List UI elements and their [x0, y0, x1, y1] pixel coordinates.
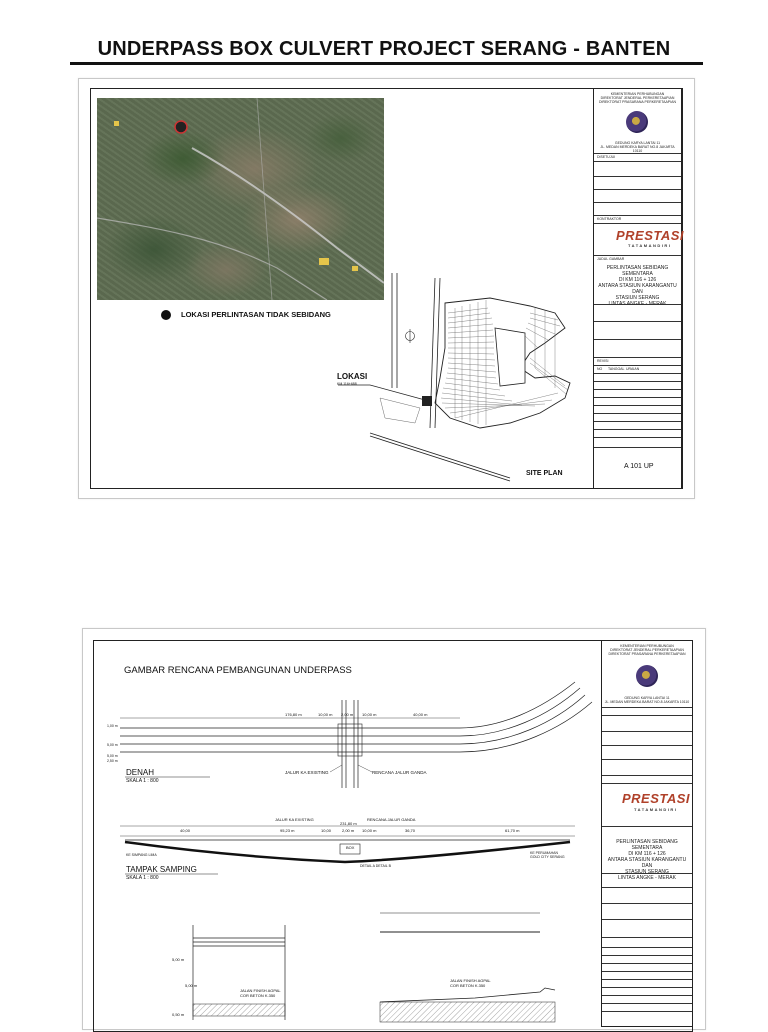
ministry-logo-icon [626, 111, 648, 133]
underpass-drawing [100, 680, 595, 1030]
ministry-header: KEMENTERIAN PERHUBUNGAN DIREKTORAT JENDERAL PERKERETAAPIAN DIREKTORAT PRASARANA PERKERETAAPIAN [599, 92, 676, 104]
side-dim-2: 10,00 [321, 828, 332, 833]
rev-date-header: TANGGAL [608, 367, 625, 371]
left-end-label: KE SIMPANG LIMA [126, 853, 157, 857]
dim-top-3: 10,00 m [362, 712, 377, 717]
double-track-label: RENCANA JALUR GANDA [372, 770, 427, 775]
prestasi-logo-2: PRESTASI [622, 791, 691, 806]
width-3: 2,50 m [107, 759, 118, 763]
double-track-label-side: RENCANA JALUR GANDA [367, 817, 416, 822]
tampak-label: TAMPAK SAMPING [126, 865, 197, 874]
dim-top-4: 40,00 m [413, 712, 428, 717]
side-dim-0: 40,00 [180, 828, 191, 833]
lokasi-label: LOKASI [337, 372, 368, 381]
title-underline [70, 62, 703, 65]
drawing-number: A 101 UP [624, 463, 654, 470]
lokasi-km-label: KM 116+688 [337, 382, 357, 386]
prestasi-logo-sub: TATAMANDIRI [628, 243, 672, 248]
dim-top-1: 10,00 m [318, 712, 333, 717]
side-dim-5: 36,70 [405, 828, 416, 833]
legend-marker-icon [161, 310, 171, 320]
drawing-title-label: JUDUL GAMBAR [597, 257, 625, 261]
side-dim-1: 95,23 m [280, 828, 295, 833]
prestasi-logo: PRESTASI [616, 228, 685, 243]
approved-label: DISETUJUI [597, 155, 616, 159]
detail-ref-label: DETAIL A DETAIL B [360, 864, 391, 868]
existing-track-label-side: JALUR KA EXISTING [275, 817, 314, 822]
denah-scale: SKALA 1 : 800 [126, 778, 159, 784]
width-0: 1,00 m [107, 724, 118, 728]
side-dim-6: 61,70 m [505, 828, 520, 833]
page-title: UNDERPASS BOX CULVERT PROJECT SERANG - BANTEN [97, 38, 671, 60]
title-block-1 [593, 88, 685, 489]
detail-a-note: JALAN FINISH AGPAL COR BETON K.350 [240, 988, 281, 998]
existing-track-label: JALUR KA EXISTING [285, 770, 329, 775]
tampak-scale: SKALA 1 : 800 [126, 875, 159, 881]
ministry-address-2: GEDUNG KARYA LANTAI 11 JL. MEDAN MERDEKA BARAT NO.8 JAKARTA 10110 [604, 696, 690, 704]
project-name: PERLINTASAN SEBIDANG SEMENTARA DI KM 116 + 126 ANTARA STASIUN KARANGANTU DAN STASIUN SERANG LINTAS ANGKE - MERAK [598, 265, 677, 307]
title-block-2 [601, 640, 693, 1027]
contractor-label: KONTRAKTOR [597, 217, 622, 221]
side-total-dim: 231,80 m [340, 821, 357, 826]
detail-a-dim-0: 5,00 m [172, 957, 185, 962]
ministry-address: GEDUNG KARYA LANTAI 11 JL. MEDAN MERDEKA BARAT NO.8 JAKARTA 10110 [600, 141, 675, 153]
rev-desc-header: URAIAN [626, 367, 640, 371]
revision-label: REVISI [597, 359, 609, 363]
rev-no-header: NO [597, 367, 603, 371]
prestasi-logo-sub-2: TATAMANDIRI [634, 807, 678, 812]
denah-label: DENAH [126, 768, 155, 777]
ministry-header-2: KEMENTERIAN PERHUBUNGAN DIREKTORAT JENDERAL PERKERETAAPIAN DIREKTORAT PRASARANA PERKERETAAPIAN [608, 644, 686, 656]
dim-top-2: 2,00 m [341, 712, 354, 717]
width-2: 5,00 m [107, 754, 118, 758]
project-name-2: PERLINTASAN SEBIDANG SEMENTARA DI KM 116 + 126 ANTARA STASIUN KARANGANTU DAN STASIUN SERANG LINTAS ANGKE - MERAK [607, 839, 687, 881]
detail-a-dim-2: 0,50 m [172, 1012, 185, 1017]
width-1: 5,00 m [107, 743, 118, 747]
box-label: BOX [346, 845, 355, 850]
right-end-label: KE PERUMAHAN GOLD CITY SERANG [530, 851, 565, 859]
detail-b-note: JALAN FINISH AGPAL COR BETON K.350 [450, 978, 491, 988]
side-dim-4: 10,00 m [362, 828, 377, 833]
ministry-logo-icon-2 [636, 665, 658, 687]
detail-a-dim-1: 5,00 m [185, 983, 198, 988]
drawing-heading: GAMBAR RENCANA PEMBANGUNAN UNDERPASS [124, 665, 352, 676]
site-plan-drawing [330, 268, 595, 483]
site-plan-label: SITE PLAN [526, 470, 563, 477]
side-dim-3: 2,00 m [342, 828, 355, 833]
legend-label: LOKASI PERLINTASAN TIDAK SEBIDANG [181, 310, 331, 319]
dim-top-0: 176,80 m [285, 712, 302, 717]
